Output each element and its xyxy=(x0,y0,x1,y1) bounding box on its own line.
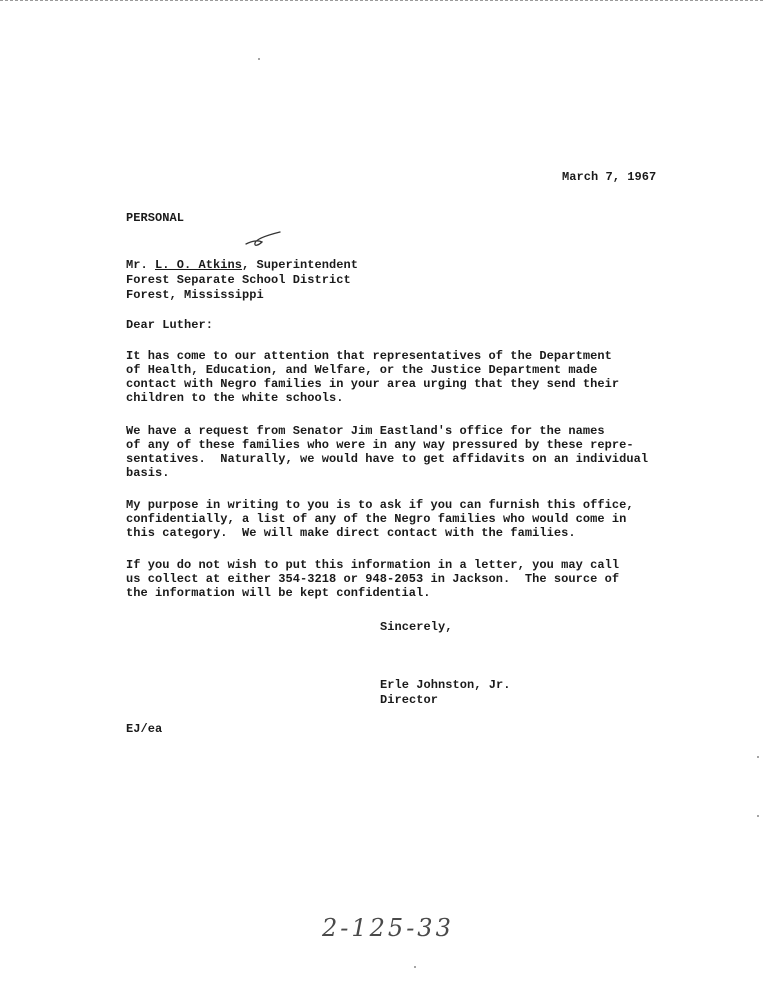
classification-label: PERSONAL xyxy=(126,211,185,225)
signer-name: Erle Johnston, Jr. xyxy=(380,678,511,692)
paragraph-line: It has come to our attention that representatives of the Department xyxy=(126,349,612,363)
recipient-name: L. O. Atkins xyxy=(155,258,243,272)
paragraph-line: We have a request from Senator Jim Eastland's office for the names xyxy=(126,424,605,438)
paper-speck xyxy=(757,815,759,817)
paragraph-line: If you do not wish to put this information in a letter, you may call xyxy=(126,558,620,572)
recipient-line-2: Forest Separate School District xyxy=(126,273,351,287)
paragraph-line: the information will be kept confidential. xyxy=(126,586,431,600)
salutation: Dear Luther: xyxy=(126,318,214,332)
body-paragraph-1 xyxy=(126,349,619,405)
paragraph-line: of any of these families who were in any way pressured by these repre- xyxy=(126,438,634,452)
handwritten-check-mark xyxy=(244,230,284,252)
closing: Sincerely, xyxy=(380,620,453,634)
recipient-line-1 xyxy=(126,258,358,272)
handwritten-file-number: 2-125-33 xyxy=(322,914,454,942)
body-paragraph-2 xyxy=(126,424,648,480)
recipient-title: , Superintendent xyxy=(242,258,359,272)
paragraph-line: basis. xyxy=(126,466,170,480)
paragraph-line: contact with Negro families in your area urging that they send their xyxy=(126,377,620,391)
paragraph-line: us collect at either 354-3218 or 948-2053 in Jackson. The source of xyxy=(126,572,620,586)
paragraph-line: My purpose in writing to you is to ask if you can furnish this office, xyxy=(126,498,634,512)
paper-speck xyxy=(258,58,260,60)
paragraph-line: of Health, Education, and Welfare, or the Justice Department made xyxy=(126,363,598,377)
signer-title: Director xyxy=(380,693,439,707)
paragraph-line: children to the white schools. xyxy=(126,391,344,405)
recipient-line-3: Forest, Mississippi xyxy=(126,288,264,302)
paragraph-line: sentatives. Naturally, we would have to get affidavits on an individual xyxy=(126,452,649,466)
recipient-prefix: Mr. xyxy=(126,258,156,272)
paper-speck xyxy=(414,966,416,968)
paragraph-line: this category. We will make direct contact with the families. xyxy=(126,526,576,540)
paragraph-line: confidentially, a list of any of the Negro families who would come in xyxy=(126,512,627,526)
body-paragraph-4 xyxy=(126,558,619,600)
typist-initials: EJ/ea xyxy=(126,722,163,736)
paper-speck xyxy=(757,756,759,758)
letter-date: March 7, 1967 xyxy=(562,170,657,184)
body-paragraph-3 xyxy=(126,498,634,540)
